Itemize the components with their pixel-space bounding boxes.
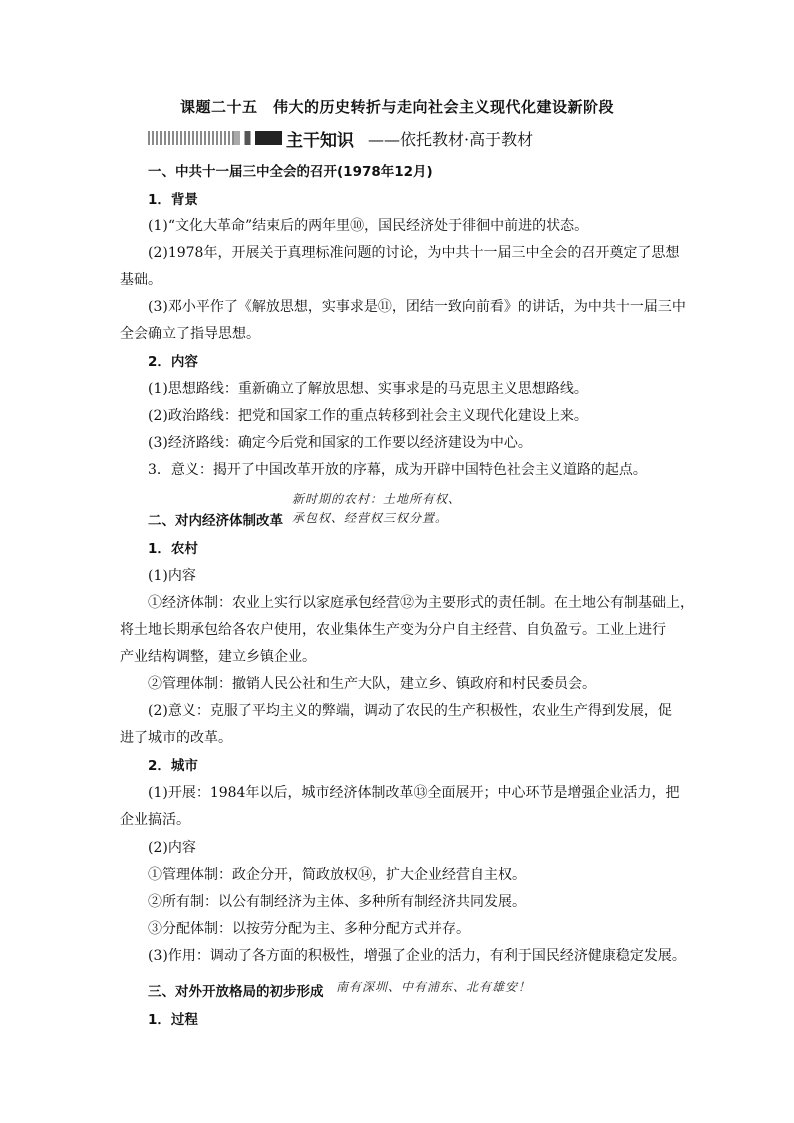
text-line: ①管理体制：政企分开，简政放权⑭，扩大企业经营自主权。	[148, 867, 526, 883]
subsection-heading: 2．城市	[148, 758, 198, 774]
text-line: (2)政治路线：把党和国家工作的重点转移到社会主义现代化建设上来。	[148, 408, 588, 424]
text-line: ③分配体制：以按劳分配为主、多种分配方式并存。	[148, 921, 470, 937]
text-line: 全会确立了指导思想。	[120, 326, 260, 342]
text-line: (2)内容	[148, 840, 196, 856]
subsection-heading: 2．内容	[148, 354, 198, 370]
handwritten-note: 南有深圳、中有浦东、北有雄安！	[336, 980, 532, 994]
text-line: ①经济体制：农业上实行以家庭承包经营⑫为主要形式的责任制。在土地公有制基础上，	[148, 595, 694, 611]
text-line: 企业搞活。	[120, 812, 190, 828]
banner-stripes-decoration	[148, 131, 234, 145]
handwritten-note: 新时期的农村：土地所有权、	[292, 492, 462, 506]
section-heading: 二、对内经济体制改革	[148, 513, 283, 529]
text-line: (2)意义：克服了平均主义的弊端，调动了农民的生产积极性，农业生产得到发展，促	[148, 703, 672, 719]
banner-label: 主干知识	[286, 131, 354, 151]
text-line: (1)“文化大革命”结束后的两年里⑩，国民经济处于徘徊中前进的状态。	[148, 218, 589, 234]
banner-slash-decoration	[234, 131, 282, 145]
handwritten-note: 承包权、经营权三权分置。	[292, 511, 449, 525]
text-line: (1)思想路线：重新确立了解放思想、实事求是的马克思主义思想路线。	[148, 381, 588, 397]
text-line: (3)邓小平作了《解放思想，实事求是⑪，团结一致向前看》的讲话，为中共十一届三中	[148, 299, 686, 315]
text-line: ②所有制：以公有制经济为主体、多种所有制经济共同发展。	[148, 894, 526, 910]
text-line: (1)开展：1984年以后，城市经济体制改革⑬全面展开；中心环节是增强企业活力，把	[148, 785, 680, 801]
subsection-heading: 1．农村	[148, 541, 198, 557]
subsection-heading: 1．背景	[148, 192, 198, 208]
text-line: (3)作用：调动了各方面的积极性，增强了企业的活力，有利于国民经济健康稳定发展。	[148, 948, 686, 964]
text-line: 基础。	[120, 272, 162, 288]
section-banner	[148, 126, 668, 152]
section-heading: 三、对外开放格局的初步形成	[148, 984, 324, 1000]
text-line: (1)内容	[148, 568, 196, 584]
page-title: 课题二十五 伟大的历史转折与走向社会主义现代化建设新阶段	[179, 98, 614, 116]
banner-subtitle: ——依托教材·高于教材	[368, 130, 534, 149]
section-heading: 一、中共十一届三中全会的召开(1978年12月)	[148, 164, 433, 180]
text-line: 将土地长期承包给各农户使用，农业集体生产变为分户自主经营、自负盈亏。工业上进行	[120, 622, 666, 638]
text-line: (3)经济路线：确定今后党和国家的工作要以经济建设为中心。	[148, 435, 532, 451]
text-line: ②管理体制：撤销人民公社和生产大队，建立乡、镇政府和村民委员会。	[148, 676, 596, 692]
text-line: 进了城市的改革。	[120, 730, 232, 746]
text-line: 产业结构调整，建立乡镇企业。	[120, 649, 316, 665]
subsection-heading: 1．过程	[148, 1012, 198, 1028]
text-line: (2)1978年，开展关于真理标准问题的讨论，为中共十一届三中全会的召开奠定了思想	[148, 245, 680, 261]
text-line: 3．意义：揭开了中国改革开放的序幕，成为开辟中国特色社会主义道路的起点。	[148, 462, 647, 478]
